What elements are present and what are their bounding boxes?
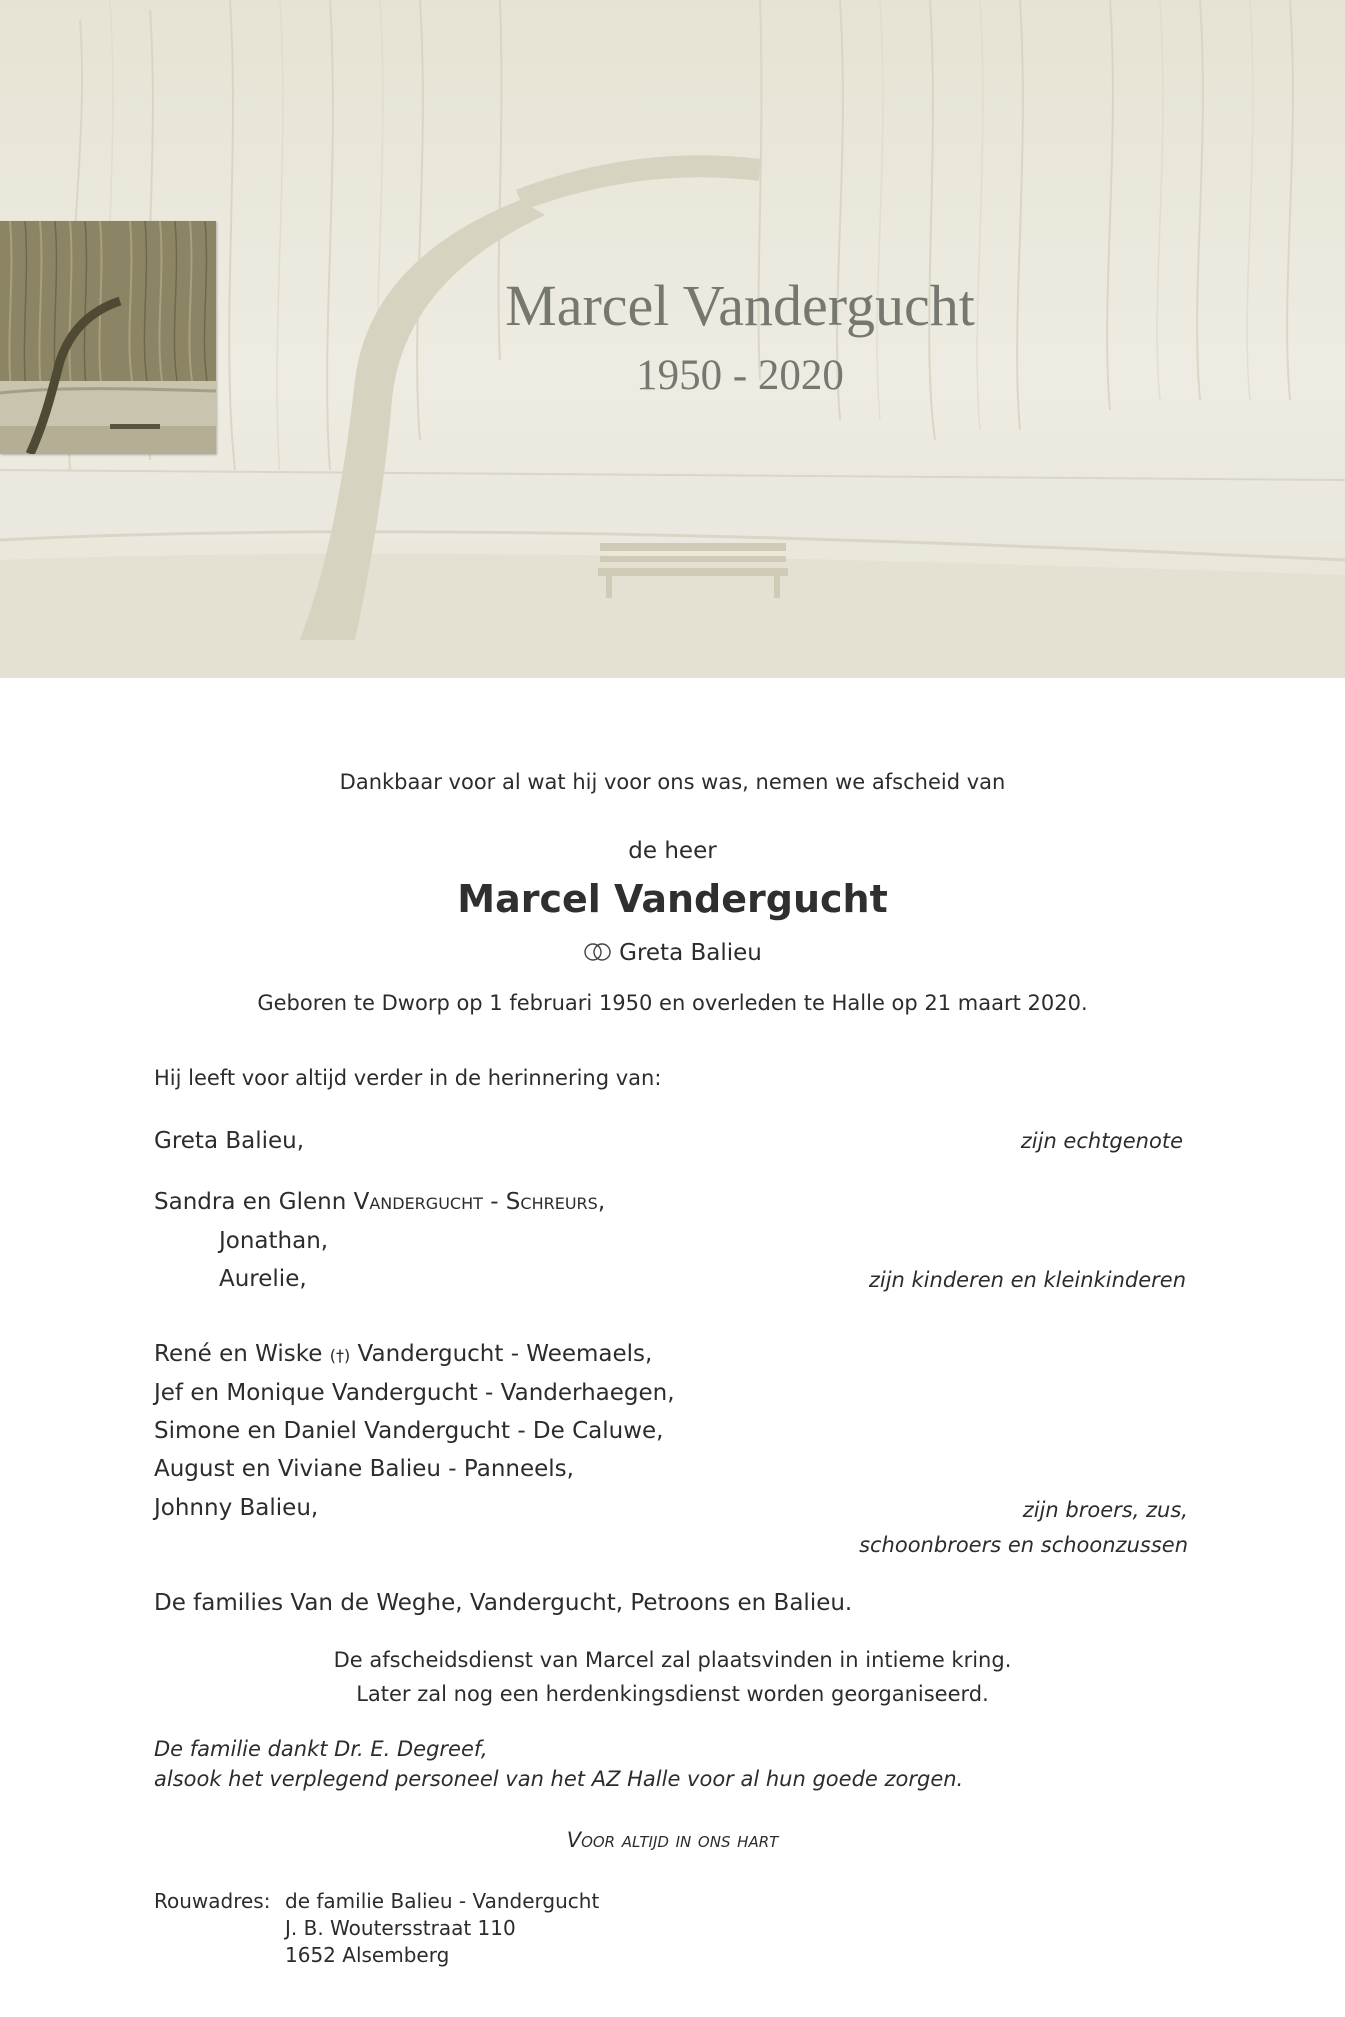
service-line-2: Later zal nog een herdenkingsdienst worden georganiseerd. xyxy=(356,1682,989,1706)
children-comma: , xyxy=(597,1189,606,1215)
spouse-line xyxy=(0,940,1345,966)
wedding-rings-icon xyxy=(583,942,613,962)
intro-line: Dankbaar voor al wat hij voor ons was, nemen we afscheid van xyxy=(339,770,1006,794)
address-line-2: J. B. Woutersstraat 110 xyxy=(285,1916,516,1940)
thanks-line-1: De familie dankt Dr. E. Degreef, xyxy=(154,1737,488,1761)
willow-thumbnail-photo xyxy=(0,221,216,454)
grandchild-1: Jonathan, xyxy=(219,1228,329,1254)
address-line-3: 1652 Alsemberg xyxy=(285,1943,450,1967)
header-name: Marcel Vandergucht xyxy=(505,273,975,338)
sibling-4: August en Viviane Balieu - Panneels, xyxy=(154,1456,574,1482)
grandchild-2: Aurelie, xyxy=(219,1266,307,1292)
sibling-5: Johnny Balieu, xyxy=(154,1495,319,1521)
honorific: de heer xyxy=(628,838,717,864)
motto: Voor altijd in ons hart xyxy=(566,1828,779,1852)
address-label: Rouwadres: xyxy=(154,1889,271,1913)
sibling-1 xyxy=(154,1341,652,1367)
sibling-2: Jef en Monique Vandergucht - Vanderhaegen, xyxy=(154,1380,675,1406)
header-years: 1950 - 2020 xyxy=(636,352,844,399)
siblings-role-1: zijn broers, zus, xyxy=(1022,1498,1188,1522)
deceased-cross: (†) xyxy=(329,1346,351,1365)
service-line-1: De afscheidsdienst van Marcel zal plaatsvinden in intieme kring. xyxy=(333,1648,1012,1672)
family-spouse: Greta Balieu, xyxy=(154,1128,305,1154)
spouse-role: zijn echtgenote xyxy=(1020,1129,1183,1153)
children-surnames: Vandergucht - Schreurs xyxy=(353,1189,598,1215)
children-first-names: Sandra en Glenn xyxy=(154,1189,354,1215)
spouse-name: Greta Balieu xyxy=(619,940,762,966)
sibling-1-names: René en Wiske xyxy=(154,1341,330,1367)
header-photo xyxy=(0,0,1345,678)
families-line: De families Van de Weghe, Vandergucht, Petroons en Balieu. xyxy=(154,1590,853,1616)
birth-death-line: Geboren te Dworp op 1 februari 1950 en overleden te Halle op 21 maart 2020. xyxy=(257,991,1088,1015)
address-line-1: de familie Balieu - Vandergucht xyxy=(285,1889,600,1913)
sibling-1-surname: Vandergucht - Weemaels, xyxy=(350,1341,653,1367)
thanks-line-2: alsook het verplegend personeel van het AZ Halle voor al hun goede zorgen. xyxy=(154,1767,964,1791)
siblings-role-2: schoonbroers en schoonzussen xyxy=(859,1533,1188,1557)
deceased-name: Marcel Vandergucht xyxy=(457,877,888,921)
children-role: zijn kinderen en kleinkinderen xyxy=(868,1268,1186,1292)
remembrance-line: Hij leeft voor altijd verder in de herinnering van: xyxy=(154,1066,662,1090)
sibling-3: Simone en Daniel Vandergucht - De Caluwe, xyxy=(154,1418,664,1444)
children-line xyxy=(154,1189,605,1215)
